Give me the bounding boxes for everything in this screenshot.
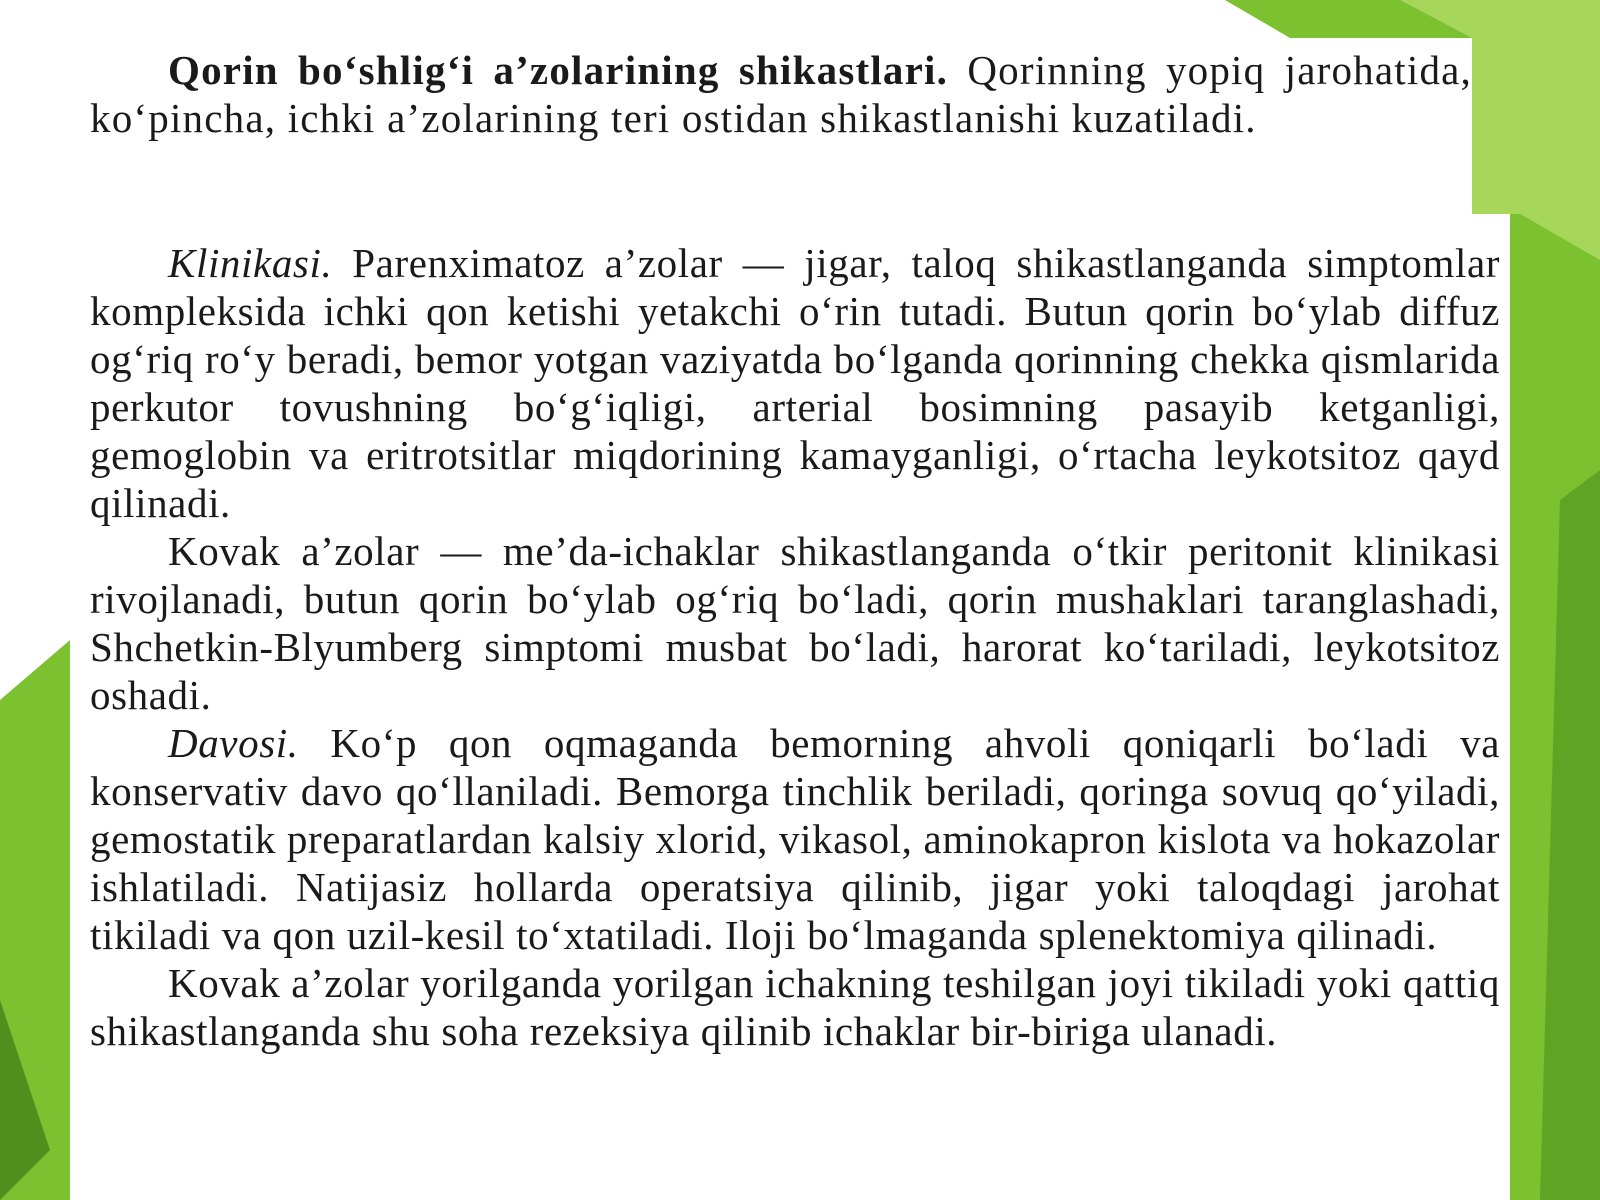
hollow-organs-paragraph xyxy=(90,527,1500,719)
clinic-paragraph xyxy=(90,239,1500,527)
treatment-paragraph xyxy=(90,719,1500,959)
intro-text: Qorinning yopiq jarohatida, ko‘pincha, ichki a’zolarining teri ostidan shikastlanishi kuzatiladi. xyxy=(90,47,1472,141)
clinic-text: Parenximatoz a’zolar — jigar, taloq shikastlanganda simptomlar kompleksida ichki qon ketishi yetakchi o‘rin tutadi. Butun qorin bo‘ylab diffuz og‘riq ro‘y beradi, bemor yotgan vaziyatda bo‘lganda qorinning chekka qismlarida perkutor tovushning bo‘g‘iqligi, arterial bosimning pasayib ketganligi, gemoglobin va eritrotsitlar miqdorining kamayganligi, o‘rtacha leykotsitoz qayd qilinadi. xyxy=(90,240,1500,526)
intro-section xyxy=(90,46,1472,142)
rupture-paragraph xyxy=(90,959,1500,1055)
intro-paragraph xyxy=(90,46,1472,142)
hollow-organs-text: Kovak a’zolar — me’da-ichaklar shikastlanganda o‘tkir peritonit klinikasi rivojlanadi, butun qorin bo‘ylab og‘riq bo‘ladi, qorin mushaklari taranglashadi, Shchetkin-Blyumberg simptomi musbat bo‘ladi, harorat ko‘tariladi, leykotsitoz oshadi. xyxy=(90,528,1500,718)
section-heading: Qorin bo‘shlig‘i a’zolarining shikastlari. xyxy=(168,47,949,93)
treatment-text: Ko‘p qon oqmaganda bemorning ahvoli qoniqarli bo‘ladi va konservativ davo qo‘llaniladi. Bemorga tinchlik beriladi, qoringa sovuq qo‘yiladi, gemostatik preparatlardan kalsiy xlorid, vikasol, aminokapron kislota va hokazolar ishlatiladi. Natijasiz hollarda operatsiya qilinib, jigar yoki taloqdagi jarohat tikiladi va qon uzil-kesil to‘xtatiladi. Iloji bo‘lmaganda splenektomiya qilinadi. xyxy=(90,720,1500,958)
rupture-text: Kovak a’zolar yorilganda yorilgan ichakning teshilgan joyi tikiladi yoki qattiq shikastlanganda shu soha rezeksiya qilinib ichaklar bir-biriga ulanadi. xyxy=(90,960,1500,1054)
body-section xyxy=(90,239,1500,1055)
clinic-label: Klinikasi. xyxy=(168,240,333,286)
treatment-label: Davosi. xyxy=(168,720,299,766)
